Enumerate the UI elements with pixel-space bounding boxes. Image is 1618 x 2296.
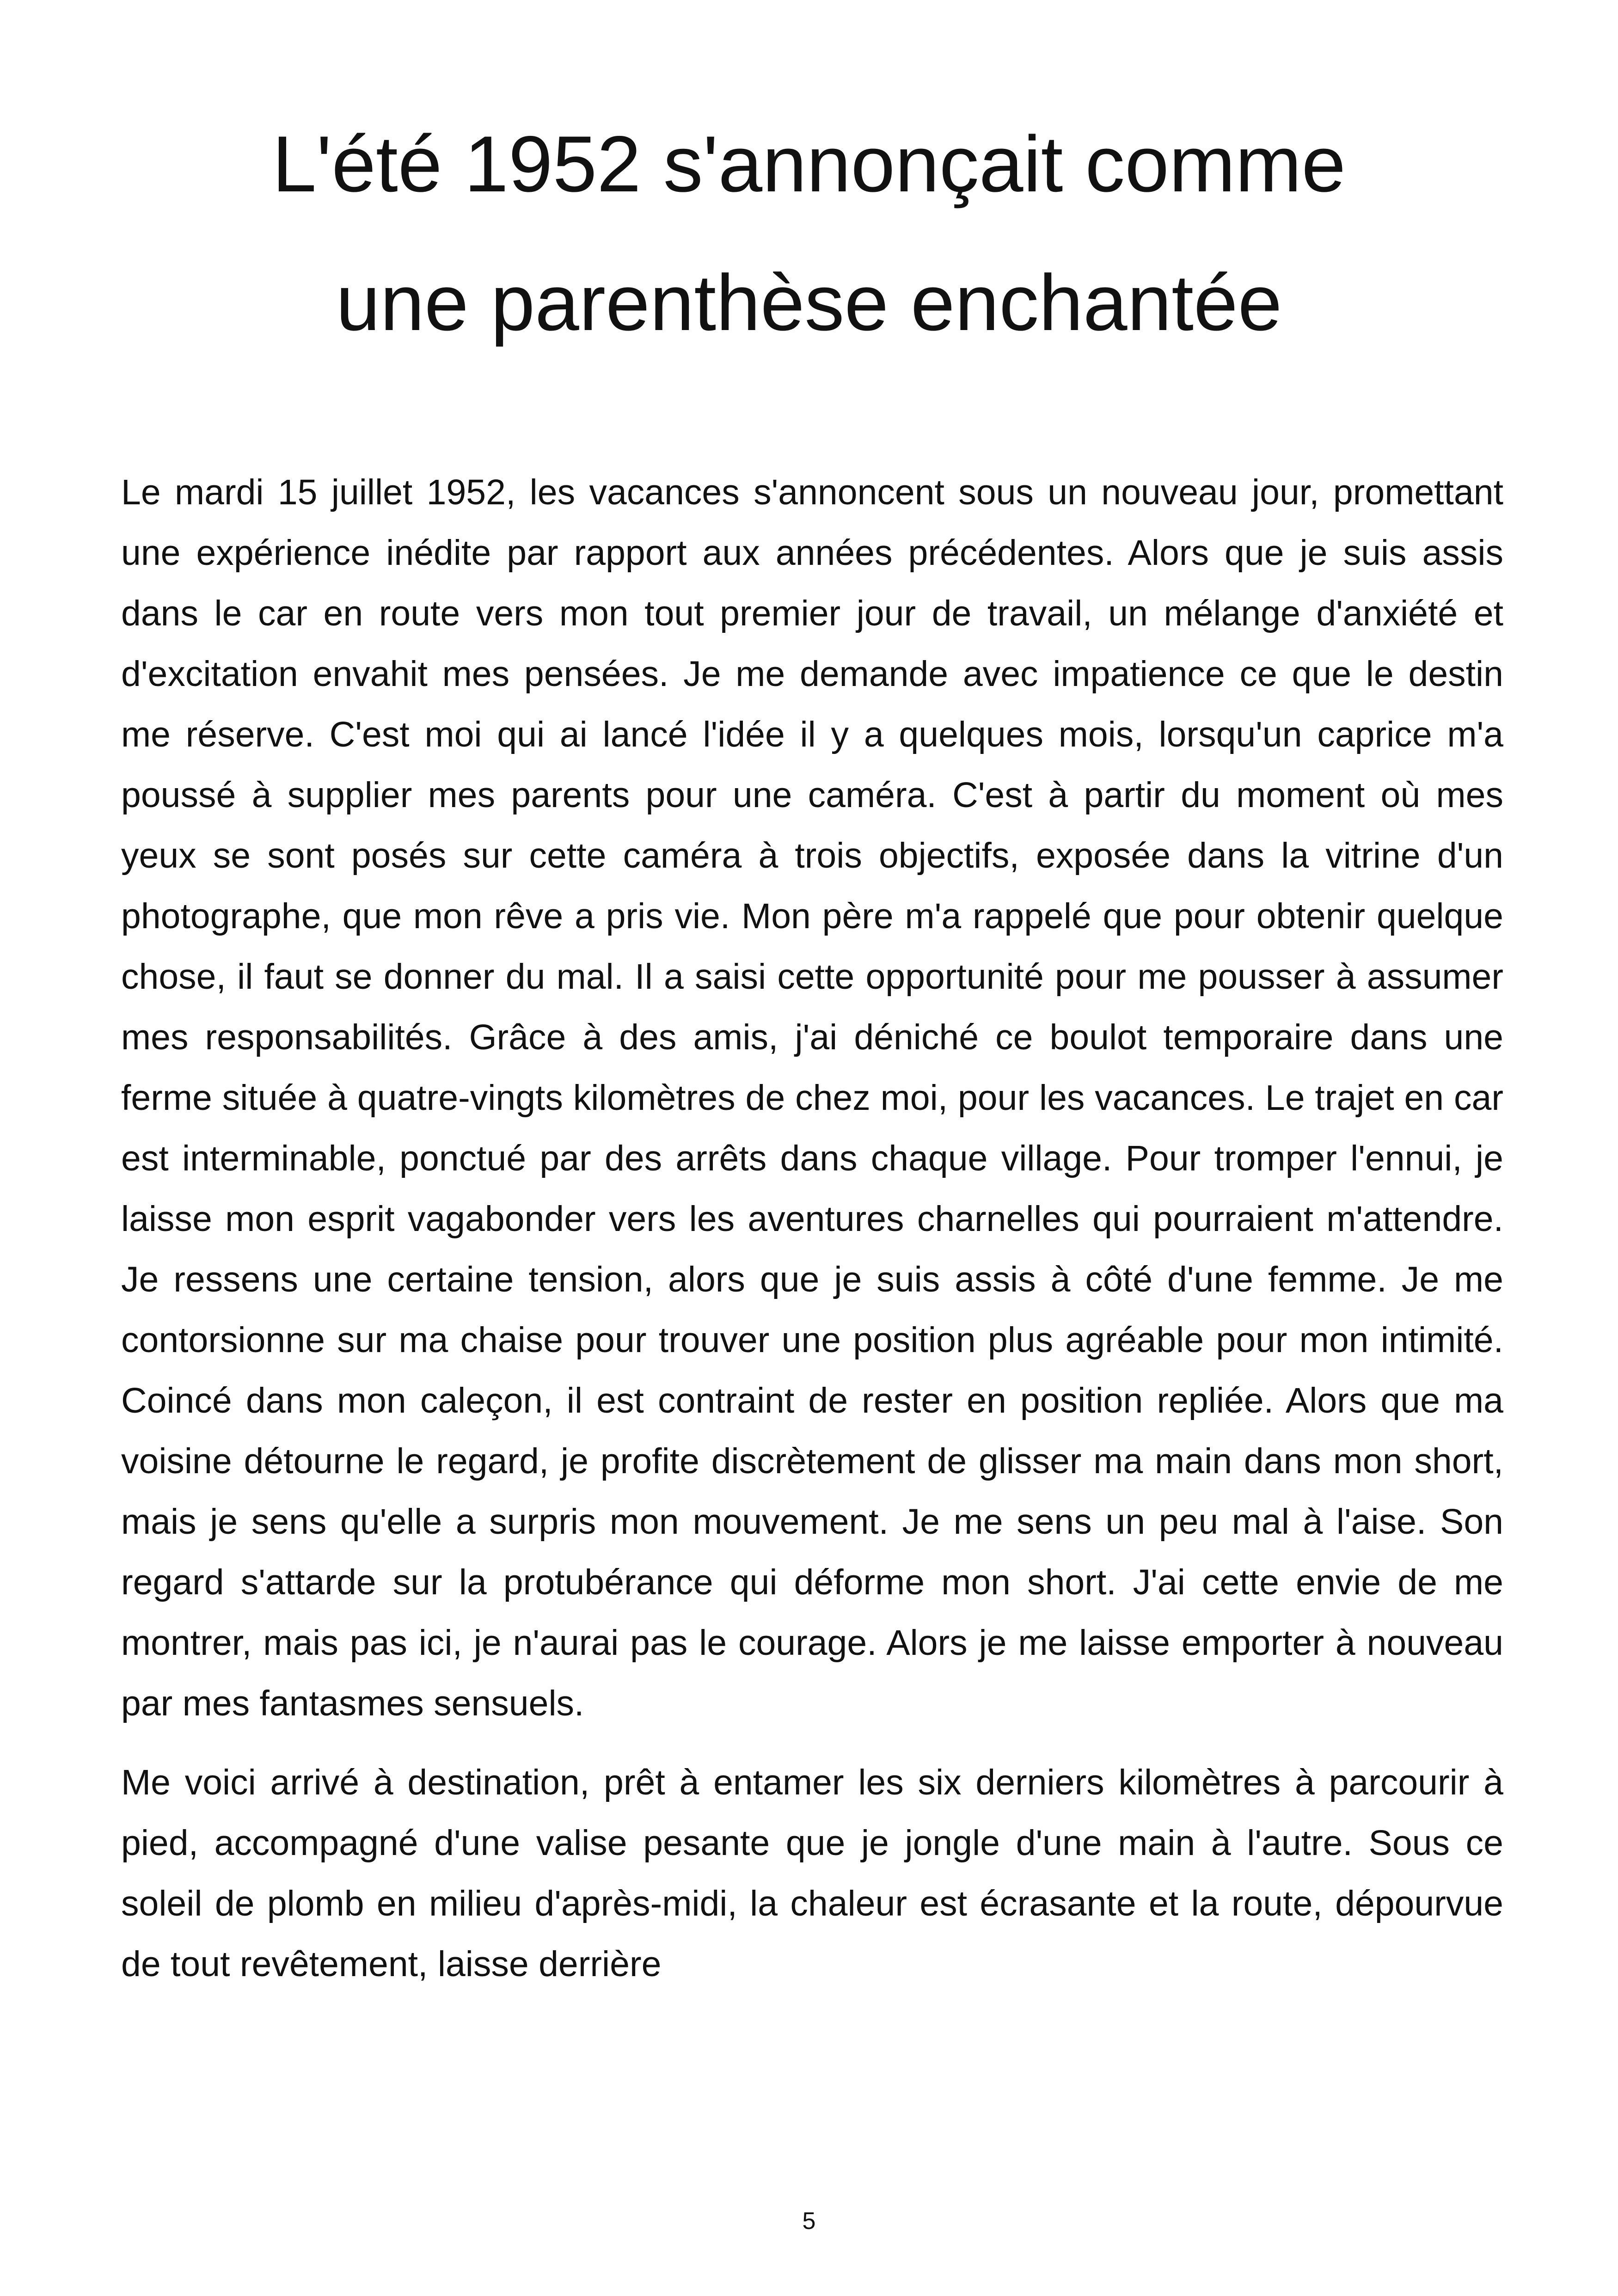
body-text xyxy=(121,462,1503,1995)
chapter-title-line-2: une parenthèse enchantée xyxy=(336,258,1282,347)
chapter-title xyxy=(120,95,1498,372)
paragraph-2: Me voici arrivé à destination, prêt à entamer les six derniers kilomètres à parcourir à pied, accompagné d'une valise pesante que je jongle d'une main à l'autre. Sous ce soleil de plomb en milieu d'après-midi, la chaleur est écrasante et la route, dépourvue de tout revêtement, laisse derrière xyxy=(121,1763,1503,1984)
page-number: 5 xyxy=(802,2208,816,2235)
paragraph-1: Le mardi 15 juillet 1952, les vacances s'annoncent sous un nouveau jour, promettant une expérience inédite par rapport aux années précédentes. Alors que je suis assis dans le car en route vers mon tout premier jour de travail, un mélange d'anxiété et d'excitation envahit mes pensées. Je me demande avec impatience ce que le destin me réserve. C'est moi qui ai lancé l'idée il y a quelques mois, lorsqu'un caprice m'a poussé à supplier mes parents pour une caméra. C'est à partir du moment où mes yeux se sont posés sur cette caméra à trois objectifs, exposée dans la vitrine d'un photographe, que mon rêve a pris vie. Mon père m'a rappelé que pour obtenir quelque chose, il faut se donner du mal. Il a saisi cette opportunité pour me pousser à assumer mes responsabilités. Grâce à des amis, j'ai déniché ce boulot temporaire dans une ferme située à quatre-vingts kilomètres de chez moi, pour les vacances. Le trajet en car est interminable, ponctué par des arrêts dans chaque village. Pour tromper l'ennui, je laisse mon esprit vagabonder vers les aventures charnelles qui pourraient m'attendre. Je ressens une certaine tension, alors que je suis assis à côté d'une femme. Je me contorsionne sur ma chaise pour trouver une position plus agréable pour mon intimité. Coincé dans mon caleçon, il est contraint de rester en position repliée. Alors que ma voisine détourne le regard, je profite discrètement de glisser ma main dans mon short, mais je sens qu'elle a surpris mon mouvement. Je me sens un peu mal à l'aise. Son regard s'attarde sur la protubérance qui déforme mon short. J'ai cette envie de me montrer, mais pas ici, je n'aurai pas le courage. Alors je me laisse emporter à nouveau par mes fantasmes sensuels. xyxy=(121,472,1503,1723)
chapter-title-line-1: L'été 1952 s'annonçait comme xyxy=(272,120,1346,208)
